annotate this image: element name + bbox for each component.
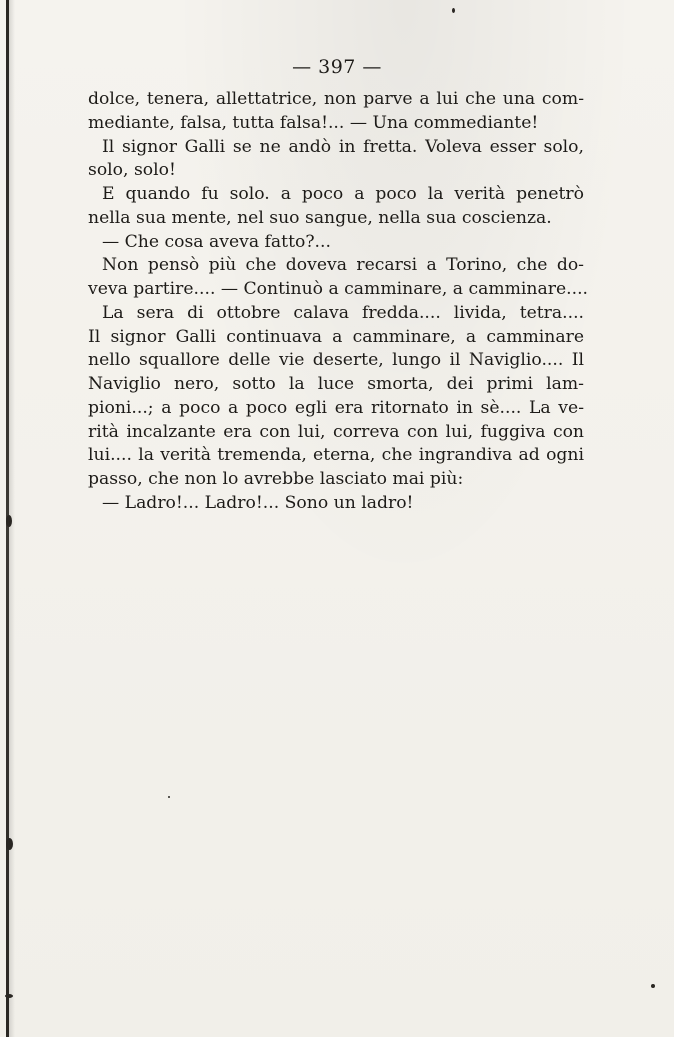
text-line: nella sua mente, nel suo sangue, nella sua coscienza. [88,207,552,228]
ink-speck [6,838,13,850]
ink-speck [6,515,12,527]
text-line: solo, solo! [88,160,176,181]
text-line: — Che cosa aveva fatto?... [102,231,331,252]
text-line: — Ladro!... Ladro!... Sono un ladro! [102,492,414,513]
text-line: La sera di ottobre calava fredda.... livida, tetra.... [102,302,584,323]
text-line: Naviglio nero, sotto la luce smorta, dei primi lam- [88,374,584,394]
text-line: rità incalzante era con lui, correva con lui, fuggiva con [88,421,584,442]
text-line: veva partire.... — Continuò a camminare, a camminare.... [88,279,588,299]
text-line: E quando fu solo. a poco a poco la verità penetrò [102,184,584,204]
ink-speck [452,8,455,13]
text-line: passo, che non lo avrebbe lasciato mai più: [88,469,464,489]
ink-speck [651,984,655,988]
text-line: lui.... la verità tremenda, eterna, che ingrandiva ad ogni [88,445,584,466]
body-text [88,88,588,516]
ink-speck [168,796,170,798]
text-line: mediante, falsa, tutta falsa!... — Una commediante! [88,112,539,133]
text-line: dolce, tenera, allettatrice, non parve a lui che una com- [88,89,584,109]
text-line: pioni...; a poco a poco egli era ritornato in sè.... La ve- [88,397,584,418]
text-line: Non pensò più che doveva recarsi a Torino, che do- [102,255,584,276]
text-line: nello squallore delle vie deserte, lungo il Naviglio.... Il [88,350,584,371]
text-line: Il signor Galli continuava a camminare, a camminare [88,326,584,347]
ink-speck [5,994,13,998]
text-line: Il signor Galli se ne andò in fretta. Voleva esser solo, [102,136,584,157]
page-number: — 397 — [292,56,382,78]
